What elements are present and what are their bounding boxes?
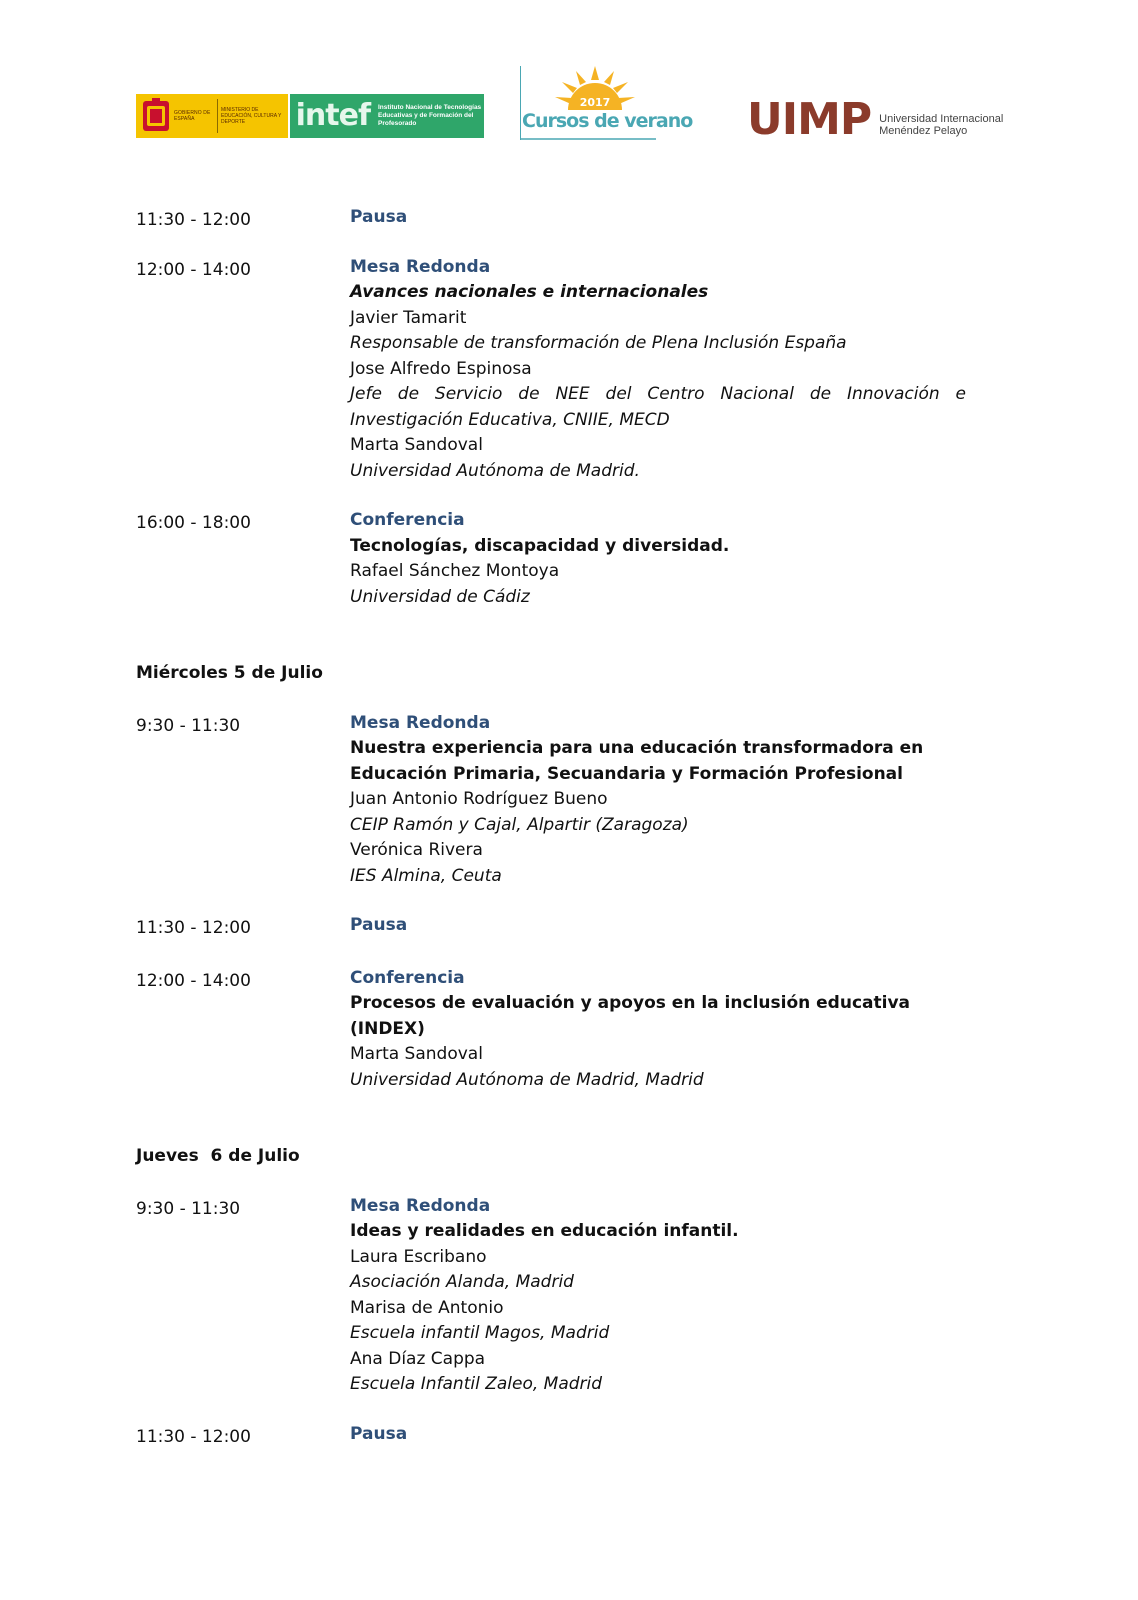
speaker-affiliation: IES Almina, Ceuta bbox=[350, 865, 502, 886]
speaker-name: Marisa de Antonio bbox=[350, 1297, 504, 1318]
speaker-name: Marta Sandoval bbox=[350, 1044, 483, 1064]
session-type: Pausa bbox=[350, 1423, 408, 1444]
uimp-name-line2: Menéndez Pelayo bbox=[879, 125, 968, 137]
speaker-name: Rafael Sánchez Montoya bbox=[350, 561, 560, 581]
gobierno-intef-logo bbox=[136, 94, 484, 138]
session-type: Mesa Redonda bbox=[350, 256, 491, 277]
session-type: Pausa bbox=[350, 207, 408, 227]
session-title: Tecnologías, discapacidad y diversidad. bbox=[350, 535, 730, 556]
logo-divider bbox=[217, 99, 218, 133]
session-time: 9:30 - 11:30 bbox=[136, 1198, 241, 1219]
intef-description: Instituto Nacional de Tecnologías Educativas y de Formación del Profesorado bbox=[378, 104, 482, 127]
session-title: Avances nacionales e internacionales bbox=[350, 282, 709, 302]
gobierno-espana-logo bbox=[136, 94, 288, 138]
speaker-affiliation: Asociación Alanda, Madrid bbox=[350, 1272, 574, 1292]
session-conferencia-2 bbox=[136, 966, 966, 1094]
speaker-affiliation: Universidad Autónoma de Madrid, Madrid bbox=[350, 1069, 704, 1090]
uimp-fullname bbox=[879, 113, 1003, 137]
speaker-affiliation: Universidad de Cádiz bbox=[350, 586, 530, 607]
speaker-name: Jose Alfredo Espinosa bbox=[350, 358, 532, 379]
speaker-affiliation: Escuela infantil Magos, Madrid bbox=[350, 1323, 610, 1343]
session-pausa-2 bbox=[136, 913, 966, 942]
spain-coat-of-arms-icon bbox=[141, 98, 171, 134]
session-type: Mesa Redonda bbox=[350, 712, 491, 733]
session-title: Ideas y realidades en educación infantil. bbox=[350, 1221, 739, 1241]
session-time: 12:00 - 14:00 bbox=[136, 259, 251, 280]
session-type: Conferencia bbox=[350, 510, 465, 530]
cursos-year: 2017 bbox=[579, 96, 611, 109]
gobierno-label: GOBIERNO DE ESPAÑA bbox=[174, 110, 211, 122]
uimp-name-line1: Universidad Internacional bbox=[879, 113, 1004, 125]
uimp-wordmark: UIMP bbox=[747, 94, 872, 145]
intef-wordmark: intef bbox=[295, 98, 370, 133]
session-time: 11:30 - 12:00 bbox=[136, 1426, 251, 1447]
speaker-affiliation: Responsable de transformación de Plena Inclusión España bbox=[350, 333, 847, 353]
session-title: Nuestra experiencia para una educación transformadora en Educación Primaria, Secuandaria y Formación Profesional bbox=[350, 738, 924, 784]
intef-logo bbox=[288, 94, 484, 138]
cursos-de-verano-logo bbox=[520, 66, 693, 140]
ministerio-label: MINISTERIO DE EDUCACIÓN, CULTURA Y DEPORTE bbox=[221, 107, 282, 125]
session-type: Conferencia bbox=[350, 967, 465, 988]
session-mesa-redonda-2 bbox=[136, 711, 966, 890]
schedule bbox=[136, 205, 966, 1450]
session-type: Pausa bbox=[350, 915, 408, 935]
session-time: 11:30 - 12:00 bbox=[136, 918, 251, 938]
session-type: Mesa Redonda bbox=[350, 1195, 491, 1216]
speaker-name: Verónica Rivera bbox=[350, 840, 483, 860]
session-pausa-1 bbox=[136, 205, 966, 234]
session-time: 9:30 - 11:30 bbox=[136, 715, 241, 736]
session-conferencia-1 bbox=[136, 508, 966, 610]
speaker-name: Ana Díaz Cappa bbox=[350, 1348, 486, 1369]
speaker-affiliation: Escuela Infantil Zaleo, Madrid bbox=[350, 1374, 603, 1394]
session-pausa-3 bbox=[136, 1422, 966, 1451]
speaker-name: Javier Tamarit bbox=[350, 307, 467, 328]
speaker-name: Marta Sandoval bbox=[350, 435, 483, 455]
speaker-affiliation: CEIP Ramón y Cajal, Alpartir (Zaragoza) bbox=[350, 814, 689, 835]
session-time: 11:30 - 12:00 bbox=[136, 210, 251, 230]
speaker-name: Juan Antonio Rodríguez Bueno bbox=[350, 789, 608, 809]
day-heading: Jueves 6 de Julio bbox=[136, 1146, 300, 1166]
day-heading: Miércoles 5 de Julio bbox=[136, 663, 323, 683]
speaker-affiliation: Jefe de Servicio de NEE del Centro Nacional de Innovación e Investigación Educativa, CNIIE, MECD bbox=[350, 384, 966, 430]
session-mesa-redonda-1 bbox=[136, 255, 966, 485]
cursos-name: Cursos de verano bbox=[522, 110, 693, 132]
uimp-logo bbox=[747, 94, 1004, 145]
session-time: 16:00 - 18:00 bbox=[136, 513, 251, 533]
session-mesa-redonda-3 bbox=[136, 1194, 966, 1398]
session-time: 12:00 - 14:00 bbox=[136, 970, 251, 991]
session-title: Procesos de evaluación y apoyos en la inclusión educativa (INDEX) bbox=[350, 993, 910, 1039]
speaker-affiliation: Universidad Autónoma de Madrid. bbox=[350, 460, 640, 481]
speaker-name: Laura Escribano bbox=[350, 1246, 487, 1267]
